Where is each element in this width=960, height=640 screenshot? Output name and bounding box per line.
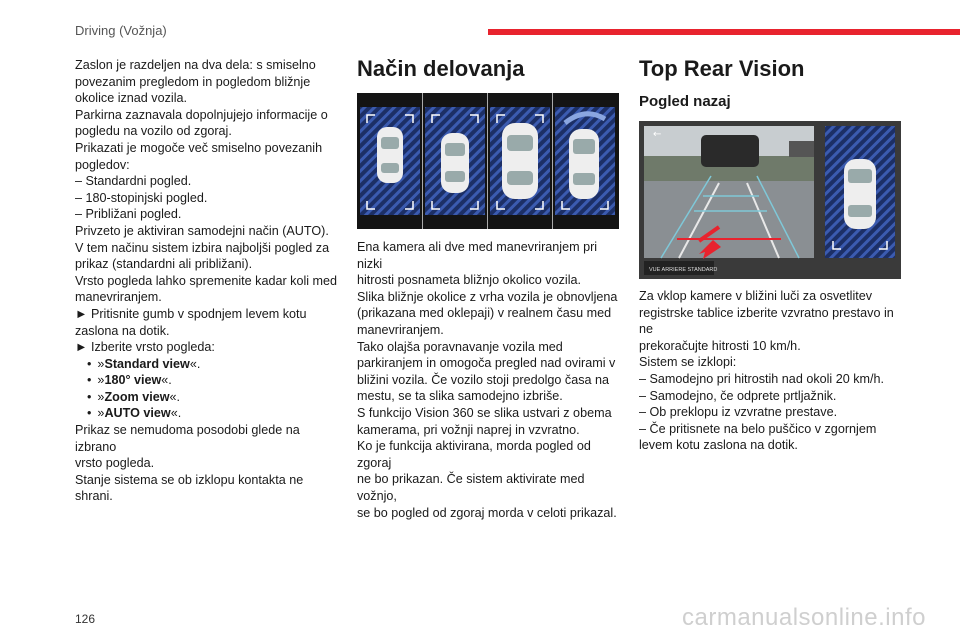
text-line: Privzeto je aktiviran samodejni način (AUTO).	[75, 223, 329, 238]
text-line: – Približani pogled.	[75, 207, 182, 222]
quote-close: «.	[161, 373, 172, 388]
text-line: – Standardni pogled.	[75, 174, 192, 189]
bullet-mark: •	[87, 356, 92, 371]
text-line: okolice iznad vozila.	[75, 91, 188, 106]
quote-open: »	[97, 389, 105, 404]
text-line: Za vklop kamere v bližini luči za osvetlitev	[639, 289, 873, 303]
text-line: Ko je funkcija aktivirana, morda pogled od zgoraj	[357, 439, 591, 470]
text-line: pogledov:	[75, 157, 130, 172]
text-line: registrske tablice izberite vzvratno prestavo in ne	[639, 305, 894, 337]
text-line: pogledu na vozilo od zgoraj.	[75, 124, 232, 139]
text-line: vrsto pogleda.	[75, 456, 155, 471]
text-line: Sistem se izklopi:	[639, 355, 737, 370]
view-option-label: 180° view	[104, 373, 162, 388]
column-2	[357, 57, 619, 521]
quote-open: »	[97, 373, 105, 388]
column-1	[75, 57, 340, 505]
page-number: 126	[75, 612, 96, 626]
text-line: mestu, se ta slika samodejno izbriše.	[357, 389, 563, 404]
text-line: parkiranjem in omogoča pregled nad ovirami v	[357, 356, 616, 371]
view-list	[75, 356, 340, 422]
text-line: ► Izberite vrsto pogleda:	[75, 340, 215, 355]
quote-open: »	[97, 406, 105, 421]
section-heading-top-rear-vision: Top Rear Vision	[639, 56, 805, 81]
view-option	[75, 405, 340, 422]
text-line: manevriranjem.	[75, 290, 162, 305]
text-line: prekoračujte hitrosti 10 km/h.	[639, 338, 801, 353]
text-line: Prikazati je mogoče več smiselno povezanih	[75, 140, 323, 155]
text-line: – 180-stopinjski pogled.	[75, 190, 208, 205]
text-line: – Ob preklopu iz vzvratne prestave.	[639, 405, 838, 420]
text-line: manevriranjem.	[357, 322, 444, 337]
bullet-mark: •	[87, 373, 92, 388]
quote-close: «.	[170, 406, 182, 421]
section-heading-operation: Način delovanja	[357, 56, 525, 81]
bullet-mark: •	[87, 389, 92, 404]
quote-close: «.	[189, 356, 201, 371]
panel-standard	[360, 107, 420, 215]
text-line: Ena kamera ali dve med manevriranjem pri nizki	[357, 240, 598, 271]
text-line: Parkirna zaznavala dopolnjujejo informacije o	[75, 107, 328, 122]
text-line: povezanim pregledom in pogledom bližnje	[75, 74, 311, 89]
view-option	[75, 372, 340, 389]
text-line: Zaslon je razdeljen na dva dela: s smiselno	[75, 58, 316, 72]
view-option-label: AUTO view	[104, 406, 171, 421]
rear-camera-illustration	[639, 121, 901, 279]
bullet-mark: •	[87, 406, 92, 421]
col3-text	[639, 288, 901, 454]
view-option	[75, 356, 340, 373]
col1-text	[75, 57, 340, 356]
text-line: (prikazana med oklepaji) v realnem času med	[357, 306, 612, 321]
text-line: – Če pritisnete na belo puščico v zgornjem	[639, 421, 877, 436]
column-3	[639, 57, 901, 454]
panel-auto	[555, 107, 615, 215]
text-line: Vrsto pogleda lahko spremenite kadar koli med	[75, 273, 338, 288]
text-line: ne bo prikazan. Če sistem aktivirate med vožnjo,	[357, 472, 585, 503]
back-arrow-icon[interactable]: ←	[653, 129, 662, 140]
subheading-rear-view: Pogled nazaj	[639, 93, 731, 110]
text-line: prikaz (standardni ali približani).	[75, 257, 253, 272]
watermark: carmanualsonline.info	[682, 604, 926, 631]
panel-zoom	[490, 107, 550, 215]
header-title: Driving (Vožnja)	[75, 23, 167, 38]
text-line: S funkcijo Vision 360 se slika ustvari z obema	[357, 405, 612, 420]
text-line: kamerama, pri vožnji naprej in vzvratno.	[357, 422, 580, 437]
text-line: V tem načinu sistem izbira najboljši pogled za	[75, 240, 330, 255]
text-line: Slika bližnje okolice z vrha vozila je obnovljena	[357, 289, 618, 304]
quote-open: »	[97, 356, 105, 371]
text-line: – Samodejno pri hitrostih nad okoli 20 km/h.	[639, 371, 885, 386]
view-option-label: Standard view	[104, 356, 190, 371]
col1-tail-text	[75, 422, 340, 505]
text-line: Stanje sistema se ob izklopu kontakta ne shrani.	[75, 472, 304, 504]
text-line: zaslona na dotik.	[75, 323, 170, 338]
four-views-illustration	[357, 93, 619, 229]
text-line: Tako olajša poravnavanje vozila med	[357, 339, 563, 354]
text-line: se bo pogled od zgoraj morda v celoti prikazal.	[357, 505, 617, 520]
panel-180	[425, 107, 485, 215]
header-accent-bar	[488, 29, 960, 35]
view-option-label: Zoom view	[104, 389, 170, 404]
text-line: bližini vozila. Če vozilo stoji predolgo časa na	[357, 372, 610, 387]
text-line: levem kotu zaslona na dotik.	[639, 438, 798, 453]
text-line: – Samodejno, če odprete prtljažnik.	[639, 388, 837, 403]
view-option	[75, 389, 340, 406]
col2-text	[357, 239, 619, 521]
quote-close: «.	[169, 389, 181, 404]
view-label[interactable]: VUE ARRIERE STANDARD	[649, 267, 718, 273]
text-line: Prikaz se nemudoma posodobi glede na izbrano	[75, 423, 300, 454]
text-line: hitrosti posnameta bližnjo okolico vozila.	[357, 273, 582, 288]
text-line: ► Pritisnite gumb v spodnjem levem kotu	[75, 306, 307, 321]
